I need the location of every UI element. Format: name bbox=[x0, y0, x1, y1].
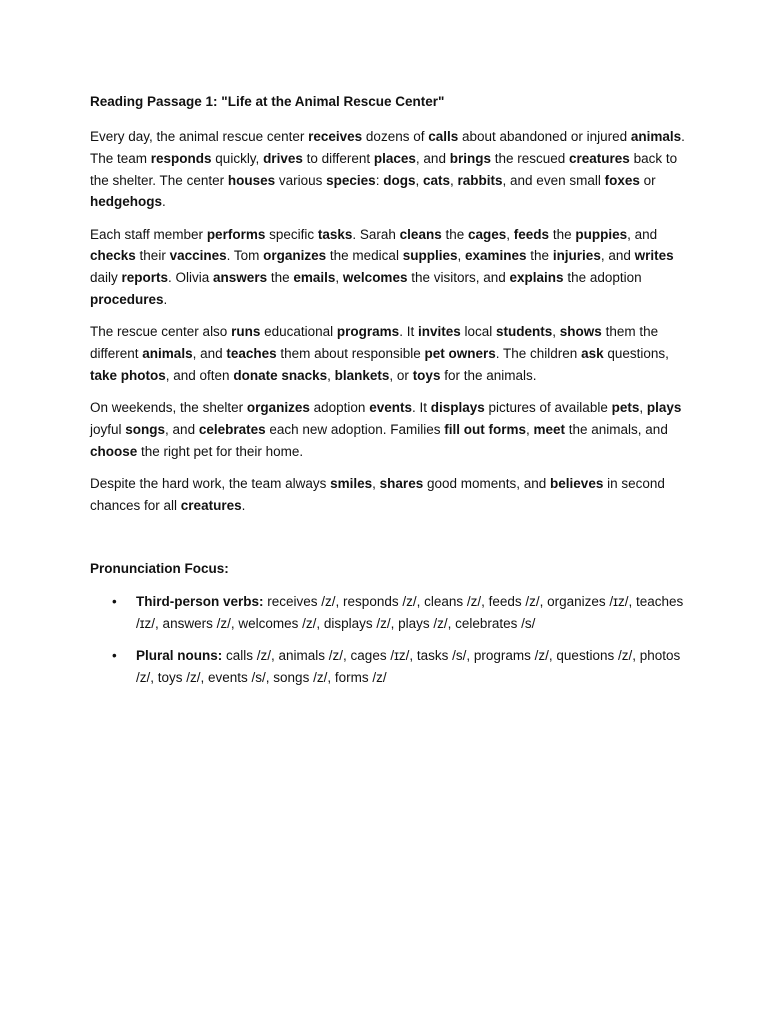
text-run: , or bbox=[389, 367, 413, 383]
text-run: . bbox=[241, 497, 246, 513]
key-word: pets bbox=[611, 400, 640, 416]
text-run: the bbox=[441, 226, 468, 242]
text-run: back to the shelter. The center bbox=[90, 150, 678, 188]
key-word: performs bbox=[206, 226, 266, 242]
text-run: educational bbox=[260, 324, 337, 340]
paragraph-3 bbox=[90, 321, 688, 386]
text-run: . bbox=[162, 194, 166, 210]
text-run: . bbox=[163, 292, 168, 308]
key-word: emails bbox=[293, 270, 336, 286]
text-run: each new adoption. Families bbox=[265, 422, 445, 438]
text-run: questions, bbox=[603, 346, 669, 362]
text-run: the rescued bbox=[490, 150, 570, 166]
key-word: receives bbox=[308, 129, 363, 144]
text-run: to different bbox=[302, 150, 374, 166]
text-run: the bbox=[267, 270, 294, 286]
key-word: species bbox=[326, 172, 376, 188]
key-word: meet bbox=[533, 422, 566, 438]
text-run: . The children bbox=[495, 346, 582, 362]
key-word: toys bbox=[412, 367, 441, 383]
key-word: organizes bbox=[246, 400, 310, 416]
key-word: choose bbox=[90, 443, 138, 459]
text-run: joyful bbox=[90, 422, 126, 438]
key-word: dogs bbox=[383, 172, 416, 188]
key-word: responds bbox=[150, 150, 212, 166]
text-run: Despite the hard work, the team always bbox=[90, 476, 331, 492]
key-word: cages bbox=[467, 226, 507, 242]
key-word: take photos bbox=[90, 367, 166, 383]
text-run: . Sarah bbox=[352, 226, 400, 242]
text-run: the right pet for their home. bbox=[137, 443, 304, 459]
paragraph-1 bbox=[90, 126, 688, 213]
key-word: explains bbox=[509, 270, 564, 286]
pronunciation-item-nouns bbox=[90, 645, 688, 689]
key-word: fill out forms bbox=[444, 422, 526, 438]
text-run: the medical bbox=[326, 248, 403, 264]
text-run: dozens of bbox=[362, 129, 429, 144]
key-word: teaches bbox=[226, 346, 277, 362]
key-word: students bbox=[496, 324, 553, 340]
text-run: , bbox=[552, 324, 560, 340]
text-run: Every day, the animal rescue center bbox=[90, 129, 309, 144]
pronunciation-label: Third-person verbs: bbox=[136, 593, 264, 609]
key-word: puppies bbox=[575, 226, 628, 242]
key-word: hedgehogs bbox=[90, 194, 163, 210]
key-word: donate snacks bbox=[233, 367, 328, 383]
key-word: runs bbox=[231, 324, 261, 340]
key-word: pet owners bbox=[424, 346, 496, 362]
text-run: . Olivia bbox=[168, 270, 214, 286]
key-word: foxes bbox=[604, 172, 640, 188]
text-run: specific bbox=[265, 226, 318, 242]
key-word: shares bbox=[379, 476, 424, 492]
pronunciation-text: calls /z/, animals /z/, cages /ɪz/, tasks /s/, programs /z/, questions /z/, photos /z/, toys /z/, events /s/, songs /z/, forms /z/ bbox=[136, 647, 681, 685]
key-word: invites bbox=[417, 324, 461, 340]
key-word: feeds bbox=[513, 226, 550, 242]
text-run: , and bbox=[415, 150, 450, 166]
key-word: plays bbox=[646, 400, 682, 416]
paragraph-4 bbox=[90, 397, 688, 462]
text-run: , bbox=[506, 226, 514, 242]
text-run: daily bbox=[90, 270, 122, 286]
key-word: drives bbox=[263, 150, 303, 166]
text-run: Each staff member bbox=[90, 226, 207, 242]
key-word: examines bbox=[464, 248, 527, 264]
key-word: vaccines bbox=[169, 248, 227, 264]
text-run: . It bbox=[399, 324, 418, 340]
text-run: , bbox=[457, 248, 465, 264]
key-word: ask bbox=[581, 346, 604, 362]
text-run: about abandoned or injured bbox=[458, 129, 631, 144]
pronunciation-text: receives /z/, responds /z/, cleans /z/, feeds /z/, organizes /ɪz/, teaches /ɪz/, answers /z/, welcomes /z/, displays /z/, plays /z/, celebrates /s/ bbox=[136, 593, 684, 631]
key-word: answers bbox=[213, 270, 268, 286]
text-run: the visitors, and bbox=[407, 270, 510, 286]
pronunciation-label: Plural nouns: bbox=[136, 647, 223, 663]
key-word: welcomes bbox=[342, 270, 408, 286]
text-run: for the animals. bbox=[440, 367, 537, 383]
key-word: calls bbox=[428, 129, 459, 144]
text-run: their bbox=[135, 248, 170, 264]
text-run: On weekends, the shelter bbox=[90, 400, 247, 416]
paragraph-2 bbox=[90, 224, 688, 311]
key-word: believes bbox=[550, 476, 604, 492]
text-run: adoption bbox=[309, 400, 370, 416]
bullet-icon: • bbox=[112, 647, 117, 663]
key-word: supplies bbox=[402, 248, 458, 264]
text-run: the adoption bbox=[563, 270, 642, 286]
text-run: : bbox=[375, 172, 384, 188]
text-run: quickly, bbox=[211, 150, 264, 166]
passage-title: Reading Passage 1: "Life at the Animal Rescue Center" bbox=[90, 94, 445, 109]
pronunciation-list bbox=[90, 591, 688, 689]
text-run: them the different bbox=[90, 324, 659, 362]
text-run: , and often bbox=[165, 367, 234, 383]
passage-body bbox=[90, 126, 688, 517]
text-run: local bbox=[460, 324, 497, 340]
key-word: creatures bbox=[180, 497, 242, 513]
key-word: displays bbox=[430, 400, 485, 416]
text-run: , bbox=[415, 172, 423, 188]
text-run: , and bbox=[600, 248, 635, 264]
key-word: reports bbox=[121, 270, 169, 286]
key-word: tasks bbox=[317, 226, 353, 242]
pronunciation-heading: Pronunciation Focus: bbox=[90, 560, 229, 576]
text-run: good moments, and bbox=[423, 476, 551, 492]
key-word: events bbox=[369, 400, 412, 416]
key-word: organizes bbox=[263, 248, 327, 264]
text-run: , bbox=[372, 476, 380, 492]
key-word: animals bbox=[630, 129, 682, 144]
text-run: the bbox=[549, 226, 576, 242]
text-run: . It bbox=[411, 400, 431, 416]
bullet-icon: • bbox=[112, 593, 117, 609]
key-word: places bbox=[373, 150, 416, 166]
text-run: The rescue center also bbox=[90, 324, 232, 340]
text-run: , bbox=[335, 270, 343, 286]
text-run: them about responsible bbox=[276, 346, 425, 362]
text-run: , bbox=[525, 422, 534, 438]
key-word: brings bbox=[449, 150, 491, 166]
text-run: the animals, and bbox=[565, 422, 668, 438]
text-run: , and even small bbox=[502, 172, 605, 188]
key-word: cleans bbox=[399, 226, 442, 242]
pronunciation-item-verbs bbox=[90, 591, 688, 635]
text-run: , bbox=[639, 400, 647, 416]
key-word: smiles bbox=[330, 476, 373, 492]
key-word: creatures bbox=[569, 150, 630, 166]
text-run: or bbox=[639, 172, 656, 188]
key-word: injuries bbox=[552, 248, 601, 264]
key-word: cats bbox=[422, 172, 450, 188]
key-word: celebrates bbox=[198, 422, 266, 438]
text-run: , bbox=[327, 367, 335, 383]
key-word: blankets bbox=[334, 367, 390, 383]
text-run: , and bbox=[192, 346, 227, 362]
key-word: procedures bbox=[90, 292, 164, 308]
text-run: , and bbox=[165, 422, 199, 438]
key-word: programs bbox=[336, 324, 400, 340]
text-run: in second chances for all bbox=[90, 476, 665, 513]
key-word: shows bbox=[559, 324, 602, 340]
text-run: various bbox=[275, 172, 327, 188]
key-word: checks bbox=[90, 248, 136, 264]
text-run: . The team bbox=[90, 129, 685, 166]
text-run: . Tom bbox=[226, 248, 264, 264]
text-run: the bbox=[526, 248, 553, 264]
paragraph-5 bbox=[90, 473, 688, 517]
key-word: songs bbox=[125, 422, 166, 438]
key-word: houses bbox=[227, 172, 276, 188]
key-word: rabbits bbox=[457, 172, 503, 188]
text-run: , bbox=[450, 172, 458, 188]
text-run: , and bbox=[627, 226, 658, 242]
text-run: pictures of available bbox=[484, 400, 612, 416]
key-word: animals bbox=[142, 346, 193, 362]
key-word: writes bbox=[634, 248, 674, 264]
